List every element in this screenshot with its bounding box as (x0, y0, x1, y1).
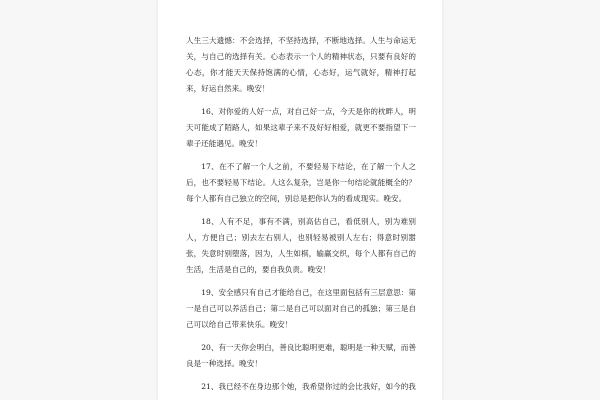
document-body (186, 33, 416, 400)
paragraph-20: 20、有一天你会明白，善良比聪明更难，聪明是一种天赋，而善良是一种选择。晚安！ (186, 343, 416, 368)
paragraph-17: 17、在不了解一个人之前，不要轻易下结论，在了解一个人之后，也不要轻易下结论。人这么复杂，岂是你一句结论就能概全的？每个人都有自己独立的空间，别总是把你认为的看成现实。晚安。 (186, 162, 416, 203)
paragraph-19: 19、安全感只有自己才能给自己，在这里面包括有三层意思：第一是自己可以养活自己；第二是自己可以面对自己的孤独；第三是自己可以给自己带来快乐。晚安！ (186, 288, 416, 329)
document-page (158, 0, 442, 400)
paragraph-16: 16、对你爱的人好一点，对自己好一点，今天是你的枕畔人，明天可能成了陌路人，如果这辈子来不及好好相爱，就更不要指望下一辈子还能遇见。晚安！ (186, 107, 416, 148)
paragraph-18: 18、人有不足，事有不满，别高估自己，看低别人，别为难别人，方便自己；别去左右别人，也别轻易被别人左右；得意时别嚣张，失意时别堕落，因为，人生如棋，输赢交织，每个人都有自己的生活，生活是自己的，要自我负责。晚安！ (186, 217, 416, 274)
paragraph-21: 21、我已经不在身边那个她，我希望你过的会比我好，如今的我 (201, 382, 416, 391)
paragraph-intro: 人生三大遗憾：不会选择，不坚持选择，不断地选择。人生与命运无关，与自己的选择有关。心态表示一个人的精神状态，只要有良好的心态，你才能天天保持饱满的心情，心态好，运气就好，精神打起来，好运自然来。晚安！ (186, 36, 416, 93)
